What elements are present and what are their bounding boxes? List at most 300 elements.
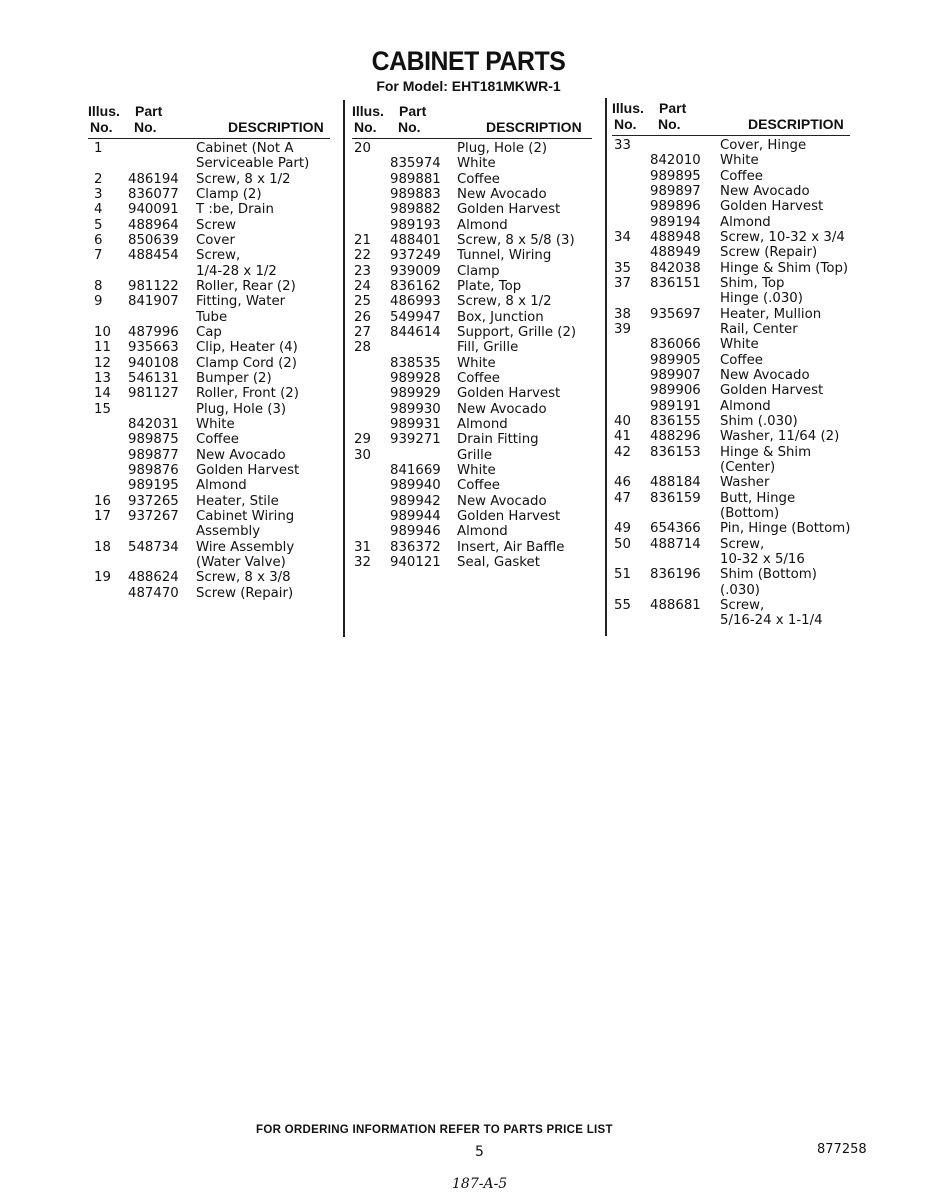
part-number: 940108 xyxy=(128,355,179,371)
part-description: Golden Harvest xyxy=(196,462,300,478)
part-description: (Water Valve) xyxy=(196,554,286,570)
table-row xyxy=(88,586,330,601)
illus-header-line2: No. xyxy=(354,119,377,135)
table-row xyxy=(88,540,330,555)
part-description: Butt, Hinge xyxy=(720,490,796,506)
part-description: Plug, Hole (2) xyxy=(457,141,548,156)
illus-number: 9 xyxy=(94,294,103,310)
table-row xyxy=(612,552,850,567)
part-number: 989882 xyxy=(390,202,441,218)
page-number: 5 xyxy=(475,1144,484,1160)
part-description: Screw, xyxy=(720,536,765,552)
part-number: 488401 xyxy=(390,232,441,248)
part-number: 937249 xyxy=(390,248,441,264)
part-description: (Bottom) xyxy=(720,505,780,521)
part-number: 989194 xyxy=(650,214,701,230)
part-description: Screw, 8 x 1/2 xyxy=(196,171,291,187)
table-row xyxy=(612,399,850,414)
part-number: 842010 xyxy=(650,153,701,169)
table-row xyxy=(612,613,850,628)
table-row xyxy=(612,138,850,153)
part-number: 836153 xyxy=(650,444,701,460)
part-description: Screw, 8 x 5/8 (3) xyxy=(457,232,575,248)
part-description: Screw (Repair) xyxy=(720,245,818,261)
part-number: 989193 xyxy=(390,217,441,233)
part-number: 488714 xyxy=(650,536,701,552)
part-number: 488948 xyxy=(650,229,701,245)
document-number: 877258 xyxy=(817,1142,867,1157)
table-row xyxy=(88,524,330,539)
table-row xyxy=(612,429,850,444)
part-description: New Avocado xyxy=(457,186,547,202)
part-description: Tunnel, Wiring xyxy=(457,248,552,264)
table-row xyxy=(612,276,850,291)
part-number: 989895 xyxy=(650,168,701,184)
column-header xyxy=(612,97,850,136)
part-number: 989883 xyxy=(390,186,441,202)
part-description: Coffee xyxy=(457,171,500,187)
part-number: 989944 xyxy=(390,508,441,524)
part-description: Screw, xyxy=(196,248,241,264)
illus-number: 20 xyxy=(354,141,371,156)
illus-number: 26 xyxy=(354,309,371,325)
part-number: 989930 xyxy=(390,401,441,417)
table-row xyxy=(612,598,850,613)
illus-number: 12 xyxy=(94,355,111,371)
illus-number: 23 xyxy=(354,263,371,279)
illus-number: 29 xyxy=(354,432,371,448)
part-description: Fill, Grille xyxy=(457,340,519,356)
table-row xyxy=(88,448,330,463)
part-description: White xyxy=(720,153,759,169)
part-number: 486993 xyxy=(390,294,441,310)
part-description: New Avocado xyxy=(457,401,547,417)
illus-number: 10 xyxy=(94,324,111,340)
part-description: Golden Harvest xyxy=(457,386,561,402)
part-description: Screw, 10-32 x 3/4 xyxy=(720,229,845,245)
table-row xyxy=(612,383,850,398)
part-number: 836077 xyxy=(128,186,179,202)
part-number: 844614 xyxy=(390,324,441,340)
part-number: 989875 xyxy=(128,432,179,448)
illus-number: 55 xyxy=(614,597,631,613)
part-header-line2: No. xyxy=(658,116,681,132)
illus-number: 14 xyxy=(94,386,111,402)
table-row xyxy=(88,218,330,233)
part-number: 841669 xyxy=(390,462,441,478)
table-row xyxy=(352,386,592,401)
table-row xyxy=(612,583,850,598)
illus-header-line2: No. xyxy=(90,119,113,135)
part-description: Shim (Bottom) xyxy=(720,567,817,583)
part-number: 937265 xyxy=(128,493,179,509)
table-row xyxy=(352,325,592,340)
illus-number: 42 xyxy=(614,444,631,460)
illus-header-line1: Illus. xyxy=(352,103,384,119)
part-description: Almond xyxy=(196,478,247,494)
part-description: 1/4-28 x 1/2 xyxy=(196,263,277,279)
part-number: 939271 xyxy=(390,432,441,448)
table-row xyxy=(612,537,850,552)
column-header xyxy=(88,100,330,139)
parts-column-1 xyxy=(88,100,330,601)
part-number: 836066 xyxy=(650,337,701,353)
part-number: 939009 xyxy=(390,263,441,279)
ordering-note: FOR ORDERING INFORMATION REFER TO PARTS PRICE LIST xyxy=(256,1124,613,1136)
part-description: Tube xyxy=(196,309,228,325)
table-row xyxy=(612,445,850,460)
part-number: 989940 xyxy=(390,478,441,494)
part-description: Drain Fitting xyxy=(457,432,539,448)
part-description: Bumper (2) xyxy=(196,370,272,386)
illus-number: 35 xyxy=(614,260,631,276)
part-number: 981127 xyxy=(128,386,179,402)
table-row xyxy=(612,475,850,490)
table-row xyxy=(88,494,330,509)
table-row xyxy=(88,310,330,325)
table-row xyxy=(88,478,330,493)
table-row xyxy=(612,169,850,184)
illus-number: 18 xyxy=(94,539,111,555)
part-header-line1: Part xyxy=(659,100,687,116)
part-header-line1: Part xyxy=(135,103,163,119)
table-row xyxy=(352,294,592,309)
part-description: Hinge & Shim (Top) xyxy=(720,260,849,276)
illus-number: 47 xyxy=(614,490,631,506)
part-number: 836155 xyxy=(650,413,701,429)
part-description: Almond xyxy=(457,524,508,540)
part-number: 989195 xyxy=(128,478,179,494)
illus-number: 28 xyxy=(354,340,371,356)
table-row xyxy=(352,478,592,493)
illus-number: 2 xyxy=(94,171,103,187)
part-number: 989905 xyxy=(650,352,701,368)
part-description: White xyxy=(720,337,759,353)
table-row xyxy=(352,402,592,417)
model-subtitle: For Model: EHT181MKWR-1 xyxy=(376,78,561,94)
part-description: Box, Junction xyxy=(457,309,544,325)
part-description: Heater, Mullion xyxy=(720,306,822,322)
part-number: 989877 xyxy=(128,447,179,463)
part-description: Clamp (2) xyxy=(196,186,262,202)
part-number: 981122 xyxy=(128,278,179,294)
illus-number: 22 xyxy=(354,248,371,264)
column-header xyxy=(352,100,592,139)
part-number: 940091 xyxy=(128,202,179,218)
part-number: 940121 xyxy=(390,554,441,570)
illus-number: 16 xyxy=(94,493,111,509)
table-row xyxy=(88,172,330,187)
part-number: 935697 xyxy=(650,306,701,322)
page-title: CABINET PARTS xyxy=(371,46,566,76)
table-row xyxy=(352,494,592,509)
part-number: 989907 xyxy=(650,367,701,383)
part-number: 989881 xyxy=(390,171,441,187)
part-description: Grille xyxy=(457,447,493,463)
part-description: Screw (Repair) xyxy=(196,585,294,601)
table-row xyxy=(352,463,592,478)
part-description: Cover, Hinge xyxy=(720,138,807,153)
part-description: Coffee xyxy=(720,168,763,184)
part-description: Coffee xyxy=(457,478,500,494)
table-row xyxy=(612,199,850,214)
handwritten-note: 187-A-5 xyxy=(452,1176,508,1192)
part-number: 836162 xyxy=(390,278,441,294)
part-description: Screw, 8 x 3/8 xyxy=(196,570,291,586)
part-description: Washer, 11/64 (2) xyxy=(720,429,840,445)
illus-number: 24 xyxy=(354,278,371,294)
part-number: 989896 xyxy=(650,199,701,215)
part-number: 989928 xyxy=(390,370,441,386)
part-number: 989929 xyxy=(390,386,441,402)
illus-number: 32 xyxy=(354,554,371,570)
part-description: Shim, Top xyxy=(720,275,785,291)
illus-number: 3 xyxy=(94,186,103,202)
table-row xyxy=(612,153,850,168)
column-divider xyxy=(605,98,607,636)
illus-number: 21 xyxy=(354,232,371,248)
illus-number: 25 xyxy=(354,294,371,310)
table-row xyxy=(352,540,592,555)
table-row xyxy=(352,371,592,386)
table-row xyxy=(612,414,850,429)
part-number: 486194 xyxy=(128,171,179,187)
part-description: Seal, Gasket xyxy=(457,554,540,570)
part-description: New Avocado xyxy=(457,493,547,509)
part-number: 836159 xyxy=(650,490,701,506)
part-description: Support, Grille (2) xyxy=(457,324,577,340)
table-row xyxy=(612,491,850,506)
table-row xyxy=(612,261,850,276)
part-number: 488949 xyxy=(650,245,701,261)
illus-number: 41 xyxy=(614,429,631,445)
table-row xyxy=(612,291,850,306)
table-row xyxy=(352,248,592,263)
part-description: Coffee xyxy=(457,370,500,386)
table-row xyxy=(352,279,592,294)
parts-column-2 xyxy=(352,100,592,570)
table-row xyxy=(88,202,330,217)
part-description: Screw, 8 x 1/2 xyxy=(457,294,552,310)
part-number: 842031 xyxy=(128,416,179,432)
table-row xyxy=(352,448,592,463)
illus-number: 6 xyxy=(94,232,103,248)
description-header: DESCRIPTION xyxy=(748,116,844,132)
illus-number: 13 xyxy=(94,370,111,386)
table-row xyxy=(352,524,592,539)
table-row xyxy=(612,353,850,368)
part-description: Almond xyxy=(720,398,771,414)
parts-column-3 xyxy=(612,97,850,629)
table-row xyxy=(88,340,330,355)
illus-number: 15 xyxy=(94,401,111,417)
table-row xyxy=(352,202,592,217)
part-description: Almond xyxy=(720,214,771,230)
part-description: Washer xyxy=(720,475,770,491)
illus-number: 19 xyxy=(94,570,111,586)
table-row xyxy=(352,509,592,524)
part-description: T :be, Drain xyxy=(196,202,274,218)
part-number: 548734 xyxy=(128,539,179,555)
part-number: 487996 xyxy=(128,324,179,340)
table-row xyxy=(612,368,850,383)
table-row xyxy=(612,245,850,260)
part-description: Almond xyxy=(457,416,508,432)
part-description: Hinge (.030) xyxy=(720,291,803,307)
table-row xyxy=(88,509,330,524)
table-row xyxy=(88,463,330,478)
illus-number: 38 xyxy=(614,306,631,322)
part-description: Cap xyxy=(196,324,222,340)
table-row xyxy=(352,141,592,156)
part-description: Cabinet (Not A xyxy=(196,141,294,156)
table-row xyxy=(88,248,330,263)
illus-number: 33 xyxy=(614,138,631,153)
part-number: 488681 xyxy=(650,597,701,613)
table-row xyxy=(352,356,592,371)
table-row xyxy=(612,506,850,521)
part-number: 989942 xyxy=(390,493,441,509)
illus-number: 40 xyxy=(614,413,631,429)
part-description: Clip, Heater (4) xyxy=(196,340,298,356)
table-row xyxy=(88,156,330,171)
part-description: Screw xyxy=(196,217,236,233)
part-number: 836151 xyxy=(650,275,701,291)
part-number: 989897 xyxy=(650,183,701,199)
part-description: Almond xyxy=(457,217,508,233)
part-number: 488964 xyxy=(128,217,179,233)
table-row xyxy=(612,322,850,337)
table-row xyxy=(88,233,330,248)
illus-header-line2: No. xyxy=(614,116,637,132)
part-description: Rail, Center xyxy=(720,321,798,337)
part-number: 989876 xyxy=(128,462,179,478)
part-number: 850639 xyxy=(128,232,179,248)
illus-number: 46 xyxy=(614,475,631,491)
part-description: Hinge & Shim xyxy=(720,444,812,460)
part-number: 989191 xyxy=(650,398,701,414)
table-row xyxy=(612,337,850,352)
part-description: Golden Harvest xyxy=(457,202,561,218)
table-row xyxy=(352,340,592,355)
part-description: Cover xyxy=(196,232,235,248)
part-header-line2: No. xyxy=(398,119,421,135)
part-description: Fitting, Water xyxy=(196,294,286,310)
part-number: 989906 xyxy=(650,383,701,399)
table-row xyxy=(352,417,592,432)
illus-number: 8 xyxy=(94,278,103,294)
table-row xyxy=(612,567,850,582)
illus-number: 11 xyxy=(94,340,111,356)
part-number: 989931 xyxy=(390,416,441,432)
table-row xyxy=(88,432,330,447)
part-description: Screw, xyxy=(720,597,765,613)
table-row xyxy=(352,264,592,279)
table-row xyxy=(88,356,330,371)
part-description: 5/16-24 x 1-1/4 xyxy=(720,613,823,629)
illus-number: 27 xyxy=(354,324,371,340)
illus-number: 7 xyxy=(94,248,103,264)
part-number: 989946 xyxy=(390,524,441,540)
table-row xyxy=(88,294,330,309)
part-description: Pin, Hinge (Bottom) xyxy=(720,521,851,537)
part-header-line1: Part xyxy=(399,103,427,119)
part-number: 488624 xyxy=(128,570,179,586)
part-description: Roller, Rear (2) xyxy=(196,278,296,294)
illus-number: 5 xyxy=(94,217,103,233)
illus-number: 17 xyxy=(94,508,111,524)
part-description: Coffee xyxy=(196,432,239,448)
table-row xyxy=(352,432,592,447)
illus-number: 1 xyxy=(94,141,103,156)
table-row xyxy=(612,460,850,475)
part-number: 838535 xyxy=(390,355,441,371)
table-row xyxy=(88,187,330,202)
description-header: DESCRIPTION xyxy=(486,119,582,135)
table-row xyxy=(88,371,330,386)
table-row xyxy=(352,555,592,570)
part-number: 488296 xyxy=(650,429,701,445)
part-description: Heater, Stile xyxy=(196,493,279,509)
part-description: Clamp Cord (2) xyxy=(196,355,297,371)
description-header: DESCRIPTION xyxy=(228,119,324,135)
illus-number: 30 xyxy=(354,447,371,463)
illus-header-line1: Illus. xyxy=(612,100,644,116)
part-description: New Avocado xyxy=(720,367,810,383)
illus-number: 39 xyxy=(614,321,631,337)
table-row xyxy=(88,402,330,417)
part-description: Assembly xyxy=(196,524,261,540)
table-row xyxy=(612,184,850,199)
part-description: Coffee xyxy=(720,352,763,368)
part-description: Cabinet Wiring xyxy=(196,508,295,524)
part-description: New Avocado xyxy=(196,447,286,463)
table-row xyxy=(88,325,330,340)
illus-number: 49 xyxy=(614,521,631,537)
table-row xyxy=(88,386,330,401)
part-number: 836196 xyxy=(650,567,701,583)
part-description: New Avocado xyxy=(720,183,810,199)
part-number: 841907 xyxy=(128,294,179,310)
part-number: 549947 xyxy=(390,309,441,325)
table-row xyxy=(612,230,850,245)
part-description: Insert, Air Baffle xyxy=(457,539,565,555)
part-header-line2: No. xyxy=(134,119,157,135)
table-row xyxy=(612,215,850,230)
illus-number: 50 xyxy=(614,536,631,552)
part-number: 835974 xyxy=(390,156,441,172)
part-description: White xyxy=(457,355,496,371)
table-row xyxy=(612,307,850,322)
table-row xyxy=(352,172,592,187)
part-description: Golden Harvest xyxy=(720,199,824,215)
table-row xyxy=(352,187,592,202)
part-description: Wire Assembly xyxy=(196,539,295,555)
part-number: 935663 xyxy=(128,340,179,356)
part-number: 654366 xyxy=(650,521,701,537)
illus-number: 31 xyxy=(354,539,371,555)
part-description: Golden Harvest xyxy=(720,383,824,399)
table-row xyxy=(88,141,330,156)
table-row xyxy=(88,264,330,279)
part-description: White xyxy=(196,416,235,432)
part-number: 546131 xyxy=(128,370,179,386)
part-number: 487470 xyxy=(128,585,179,601)
table-row xyxy=(88,279,330,294)
part-description: Shim (.030) xyxy=(720,413,798,429)
table-row xyxy=(88,555,330,570)
table-row xyxy=(352,233,592,248)
